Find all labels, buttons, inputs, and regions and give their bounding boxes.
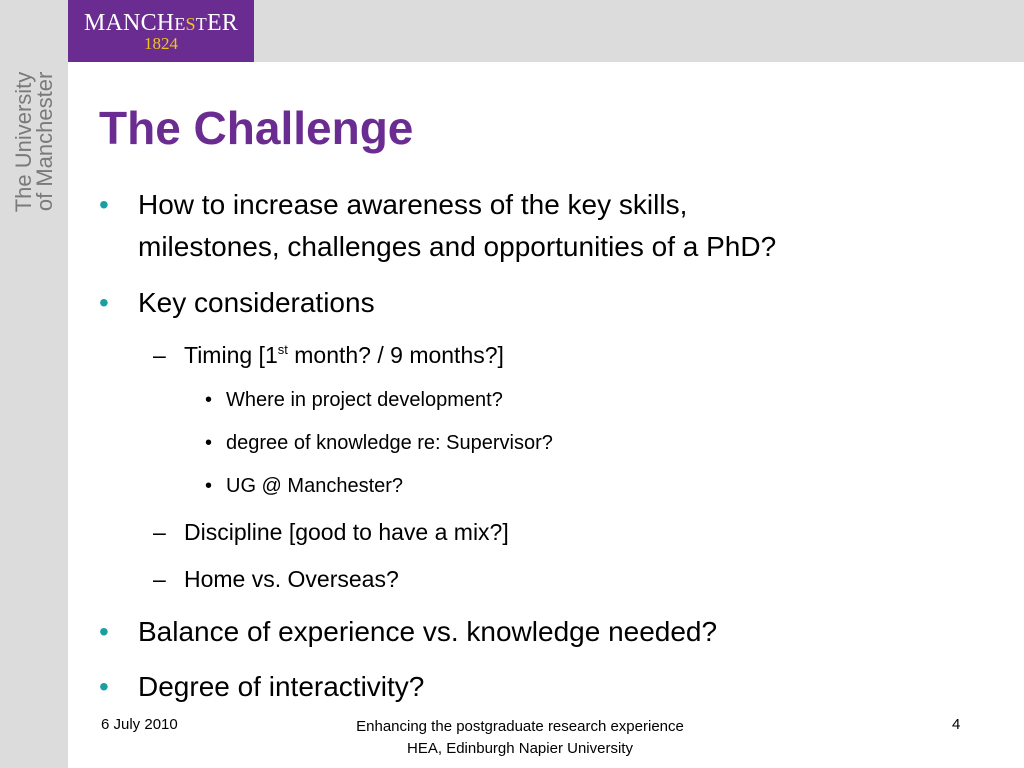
dash-icon: – — [153, 566, 166, 592]
logo-year: 1824 — [144, 34, 178, 53]
bullet-icon: • — [205, 475, 213, 497]
bullet-icon: • — [99, 671, 109, 702]
footer-event-line-1: Enhancing the postgraduate research experience — [356, 718, 684, 735]
footer-event-line-2: HEA, Edinburgh Napier University — [407, 740, 633, 757]
logo-wordmark: MANCHESTER — [83, 10, 239, 36]
side-line-2: of Manchester — [32, 71, 57, 212]
footer-event — [300, 716, 740, 760]
footer-date: 6 July 2010 — [101, 716, 178, 733]
dash-icon: – — [153, 519, 166, 545]
page-number: 4 — [952, 716, 961, 733]
dash-icon: – — [153, 342, 166, 368]
side-line-1: The University — [11, 71, 36, 213]
bullet-icon: • — [205, 432, 213, 454]
bullet-icon: • — [99, 616, 109, 647]
bullet-icon: • — [205, 389, 213, 411]
slide-title: The Challenge — [99, 102, 414, 154]
bullet-icon: • — [99, 189, 109, 220]
bullet-icon: • — [99, 287, 109, 318]
slide-body: • How to increase awareness of the key skills, milestones, challenges and opportunities of a PhD? • Key considerations – Timing [1st month? / 9 months?] • Where in project development? • degree of knowledge re: Supervisor? • UG @ Manchester? – Discipline [good to have a mix?] – Home vs. Overseas? • Balance of experience vs. knowledge needed? • Degree of interactivity? — [0, 0, 1024, 768]
